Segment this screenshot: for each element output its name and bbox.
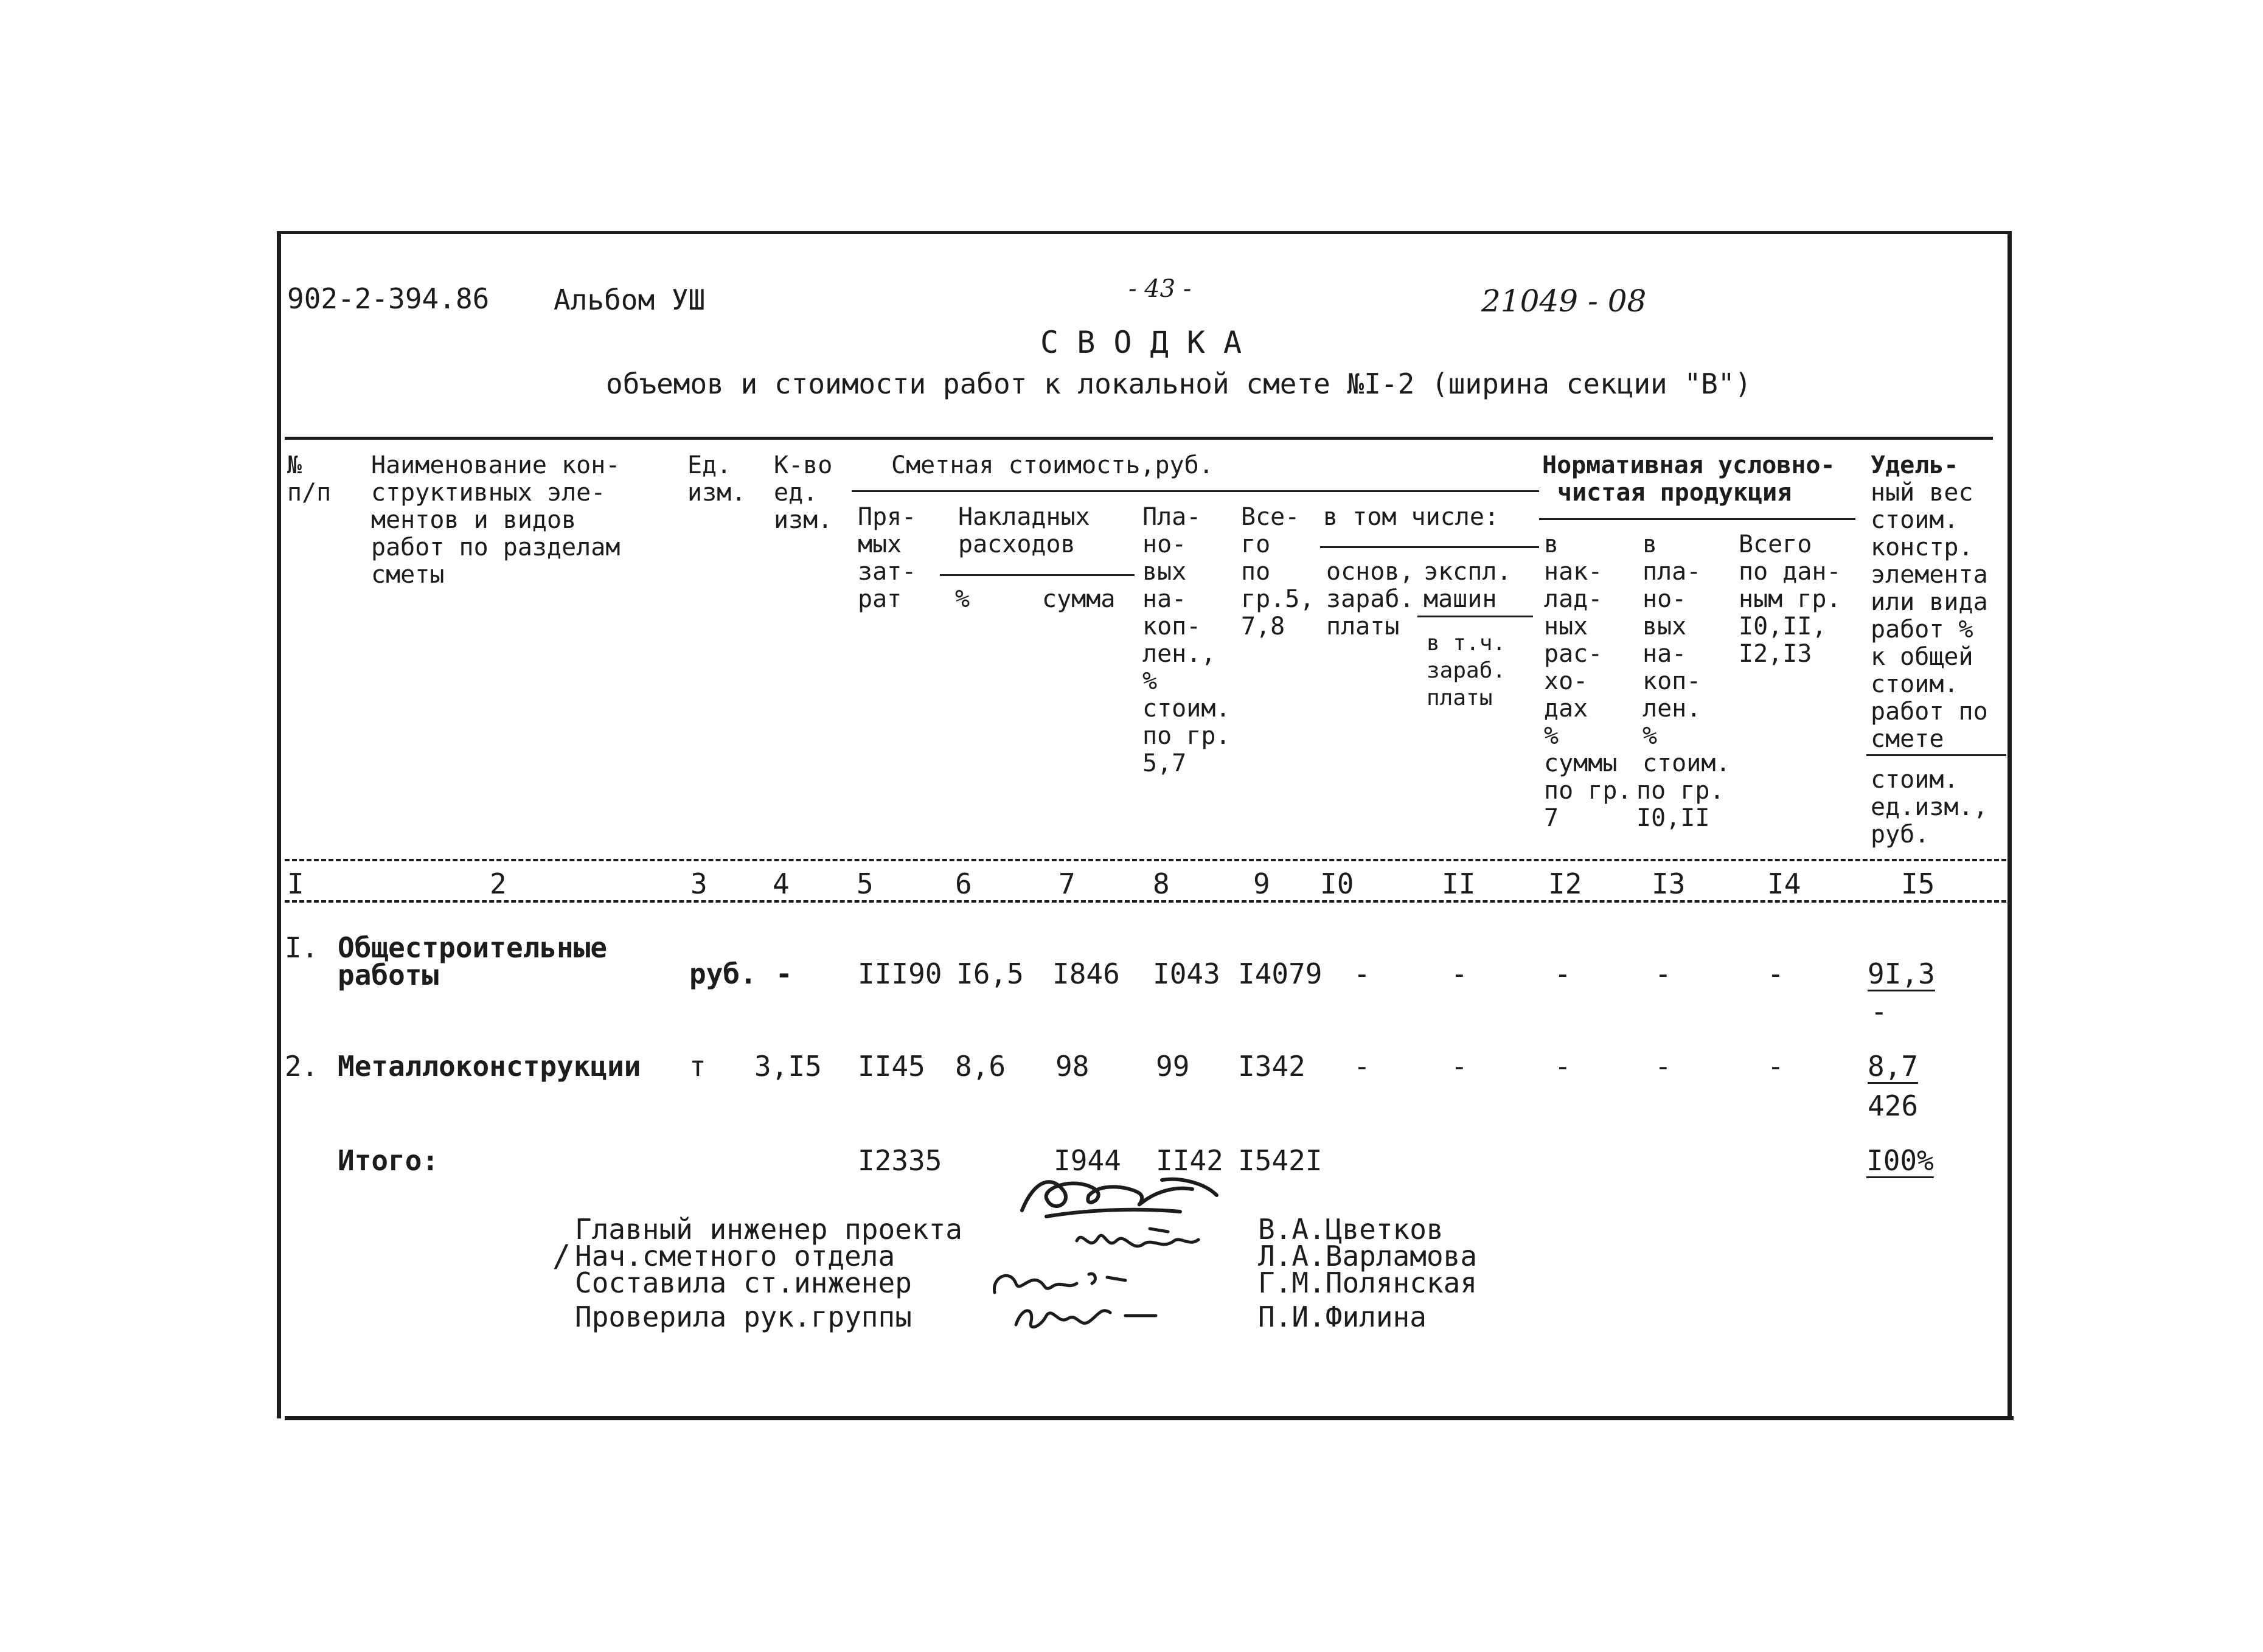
- row-overhead-sum: I846: [1052, 957, 1120, 990]
- table-header-bottom-rule: [285, 859, 2006, 861]
- signature-name: В.А.Цветков: [1258, 1213, 1444, 1246]
- row-total: I342: [1238, 1050, 1305, 1083]
- row-number: I.: [285, 931, 319, 964]
- column-number-rule: [285, 900, 2006, 903]
- totals-share: I00%: [1866, 1144, 1934, 1177]
- document-subtitle: объемов и стоимости работ к локальной смете №I-2 (ширина секции "В"): [606, 367, 1752, 400]
- row-qty: 3,I5: [754, 1050, 822, 1083]
- row-col12: -: [1554, 1050, 1571, 1083]
- totals-label: Итого:: [338, 1144, 439, 1177]
- frame-bottom-border: [285, 1416, 2014, 1420]
- header-overhead-sum: сумма: [1042, 585, 1116, 613]
- row-overhead-sum: 98: [1055, 1050, 1090, 1083]
- cost-group-rule: [852, 490, 1539, 492]
- row-number: 2.: [285, 1050, 319, 1083]
- row-qty: -: [776, 957, 793, 990]
- row-total: I4079: [1238, 957, 1323, 990]
- row-name: Металлоконструкции: [338, 1050, 641, 1083]
- handwritten-signature: [1010, 1168, 1241, 1226]
- inventory-number: 21049 - 08: [1481, 283, 1647, 319]
- row-planned: I043: [1153, 957, 1220, 990]
- row-col14: -: [1767, 1050, 1784, 1083]
- frame-right-border: [2007, 231, 2012, 1418]
- handwritten-signature: [1004, 1294, 1168, 1337]
- header-overhead-pct: %: [955, 585, 970, 613]
- totals-total: I542I: [1238, 1144, 1323, 1177]
- signature-name: Л.А.Варламова: [1258, 1240, 1478, 1272]
- document-code: 902-2-394.86: [287, 282, 490, 315]
- row-col11: -: [1451, 957, 1468, 990]
- row-overhead-pct: 8,6: [955, 1050, 1006, 1083]
- row-col12: -: [1554, 957, 1571, 990]
- norm-group-rule: [1539, 518, 1855, 520]
- signature-slash: /: [552, 1238, 571, 1274]
- totals-planned: II42: [1156, 1144, 1223, 1177]
- signature-name: Г.М.Полянская: [1258, 1266, 1478, 1299]
- share-rule: [1866, 754, 2006, 756]
- row-col10: -: [1354, 957, 1371, 990]
- album-label: Альбом УШ: [554, 283, 706, 316]
- overhead-rule: [940, 574, 1135, 576]
- row-overhead-pct: I6,5: [956, 957, 1024, 990]
- frame-top-border: [277, 231, 2011, 234]
- mach-rule: [1417, 616, 1533, 617]
- signature-role: Составила ст.инженер: [575, 1266, 912, 1299]
- row-share-unit: -: [1871, 995, 1888, 1028]
- row-share: 8,7: [1868, 1050, 1919, 1083]
- row-col13: -: [1655, 957, 1672, 990]
- page-number: - 43 -: [1128, 275, 1192, 303]
- row-name: Общестроительные: [338, 931, 608, 964]
- row-direct: II45: [858, 1050, 925, 1083]
- row-unit: руб.: [689, 957, 757, 990]
- row-planned: 99: [1156, 1050, 1190, 1083]
- header-cost-group: Сметная стоимость,руб.: [891, 451, 1214, 479]
- row-col11: -: [1451, 1050, 1468, 1083]
- row-name-cont: работы: [338, 959, 439, 991]
- totals-overhead-sum: I944: [1054, 1144, 1121, 1177]
- row-share: 9I,3: [1868, 957, 1935, 990]
- document-title: С В О Д К А: [1040, 325, 1242, 360]
- header-incl-group: в том числе:: [1323, 503, 1499, 531]
- table-header-top-rule: [285, 437, 1993, 440]
- row-unit: т: [689, 1050, 706, 1083]
- signature-role: Проверила рук.группы: [575, 1300, 912, 1333]
- row-direct: III90: [858, 957, 942, 990]
- row-col13: -: [1655, 1050, 1672, 1083]
- row-col14: -: [1767, 957, 1784, 990]
- signature-role: Главный инженер проекта: [575, 1213, 962, 1246]
- incl-rule: [1320, 546, 1539, 548]
- signature-name: П.И.Филина: [1258, 1300, 1427, 1333]
- row-share-unit: 426: [1868, 1089, 1919, 1122]
- totals-direct: I2335: [858, 1144, 942, 1177]
- frame-left-border: [277, 231, 281, 1418]
- signature-role: Нач.сметного отдела: [575, 1240, 895, 1272]
- row-col10: -: [1354, 1050, 1371, 1083]
